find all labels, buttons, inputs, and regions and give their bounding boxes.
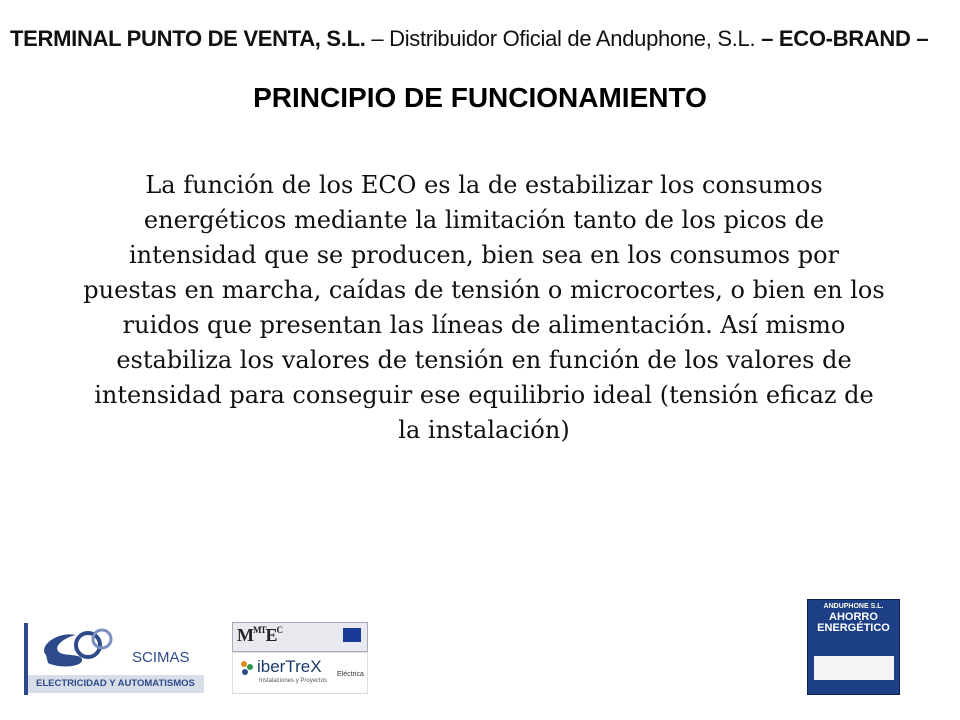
mmec-logo [232,622,368,652]
ibertrex-extra: Eléctrica [337,671,364,678]
header-separator: – [365,26,390,51]
mmec-wordmark: $M^{MT}E^C$ [237,625,283,645]
brochure-headline: AHORRO ENERGÉTICO [817,611,890,634]
scimas-logo [24,623,204,695]
scimas-name: SCIMAS [132,649,190,666]
ibertrex-mark-icon [239,659,255,679]
brochure-company: ANDUPHONE S.L. [823,603,884,610]
ibertrex-logo [232,652,368,694]
ibertrex-name: iberTreX [257,657,322,676]
eu-flag-icon [343,628,361,642]
body-paragraph: La función de los ECO es la de estabilizar los consumos energéticos mediante la limitación tanto de los picos de intensidad que se producen, bien sea en los consumos por puestas en marcha, caídas de tensión o microcortes, o bien en los ruidos que presentan las líneas de alimentación. Así mismo estabiliza los valores de tensión en función de los valores de intensidad para conseguir ese equilibrio ideal (tensión eficaz de la instalación) [83,171,885,444]
scimas-emblem-icon [36,625,126,669]
slide-title: PRINCIPIO DE FUNCIONAMIENTO [253,82,707,113]
ibertrex-subtitle: Instalaciones y Proyectos [259,678,328,684]
scimas-tagline: ELECTRICIDAD Y AUTOMATISMOS [28,675,204,693]
product-brochure-image [807,599,900,695]
page-header [10,26,928,52]
header-distributor: Distribuidor Oficial de Anduphone, S.L. [389,26,756,51]
header-company: TERMINAL PUNTO DE VENTA, S.L. [10,26,366,51]
brochure-label-panel [814,656,894,680]
header-brand: – ECO-BRAND – [755,26,929,51]
